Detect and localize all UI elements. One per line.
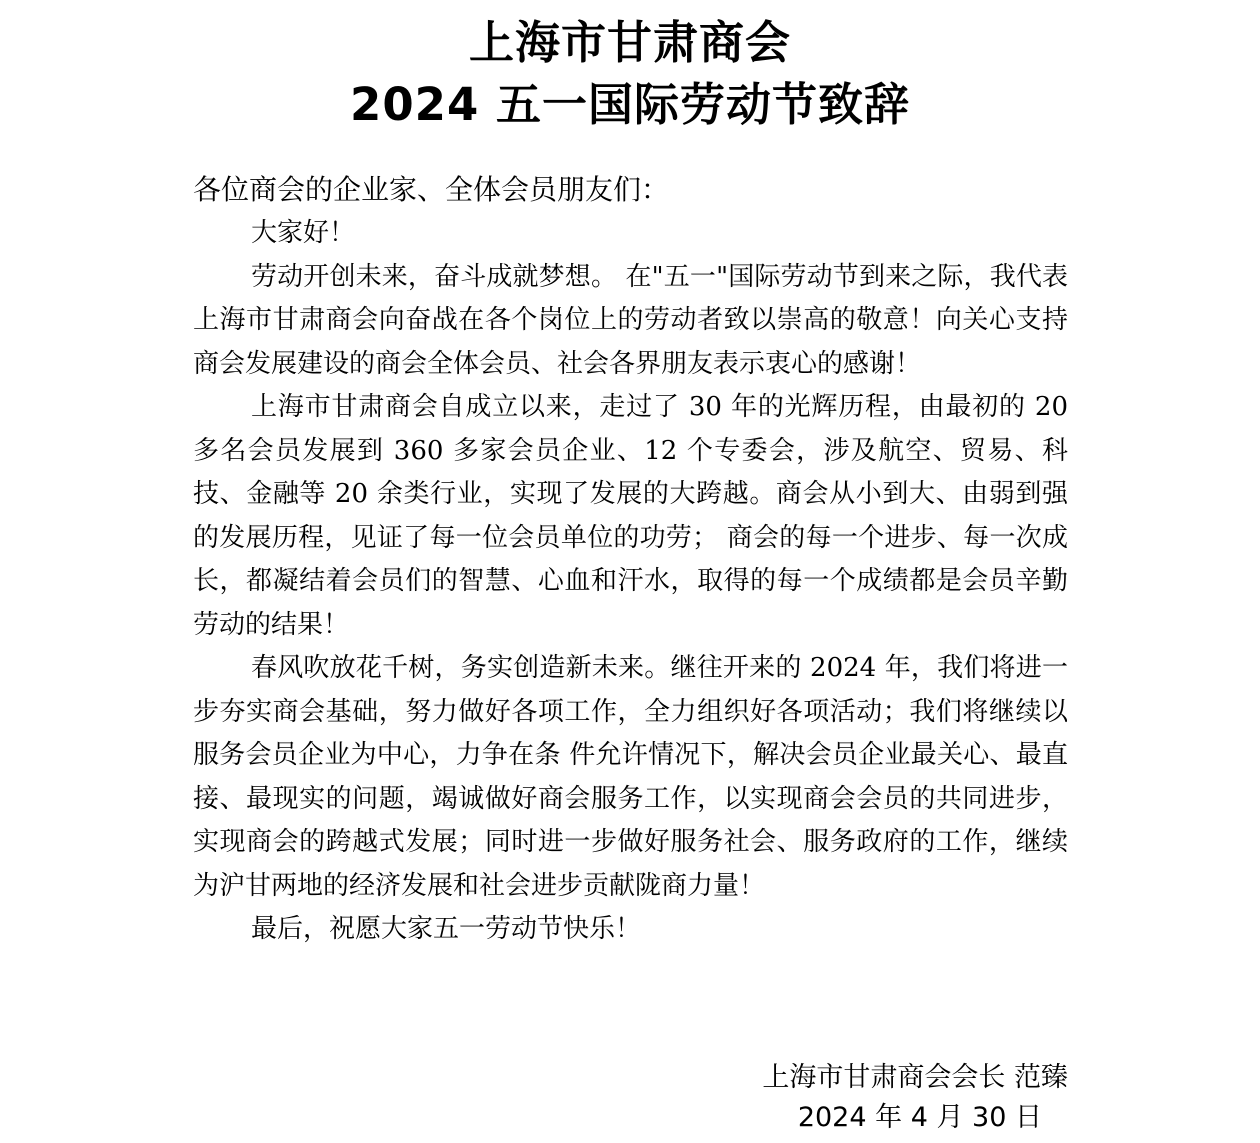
document-subtitle: 2024 五一国际劳动节致辞 (350, 78, 910, 131)
paragraph-history: 上海市甘肃商会自成立以来，走过了 30 年的光辉历程，由最初的 20 多名会员发展到 360 多家会员企业、12 个专委会，涉及航空、贸易、科技、金融等 20 余类行业，实现了发展的大跨越。商会从小到大、由弱到强的发展历程，见证了每一位会员单位的功劳； 商会的每一个进步、每一次成长，都凝结着会员们的智慧、心血和汗水，取得的每一个成绩都是会员辛勤劳动的结果！ (193, 392, 1068, 640)
signature-date: 2024 年 4 月 30 日 (797, 1102, 1042, 1133)
paragraph-thanks: 劳动开创未来，奋斗成就梦想。 在"五一"国际劳动节到来之际，我代表上海市甘肃商会向奋战在各个岗位上的劳动者致以崇高的敬意！向关心支持商会发展建设的商会全体会员、社会各界朋友表示衷心的感谢！ (193, 261, 1068, 379)
letter-body (193, 212, 1068, 952)
salutation: 各位商会的企业家、全体会员朋友们： (193, 173, 670, 206)
paragraph-greeting: 大家好！ (251, 218, 356, 248)
paragraph-outlook: 春风吹放花千树，务实创造新未来。继往开来的 2024 年，我们将进一步夯实商会基础，努力做好各项工作，全力组织好各项活动；我们将继续以服务会员企业为中心，力争在条 件允许情况下，解决会员企业最关心、最直接、最现实的问题，竭诚做好商会服务工作，以实现商会会员的共同进步，实现商会的跨越式发展；同时进一步做好服务社会、服务政府的工作，继续为沪甘两地的经济发展和社会进步贡献陇商力量！ (193, 653, 1069, 901)
paragraph-closing: 最后，祝愿大家五一劳动节快乐！ (251, 914, 642, 944)
document-title: 上海市甘肃商会 (468, 16, 791, 69)
signature-name: 上海市甘肃商会会长 范臻 (762, 1062, 1068, 1093)
